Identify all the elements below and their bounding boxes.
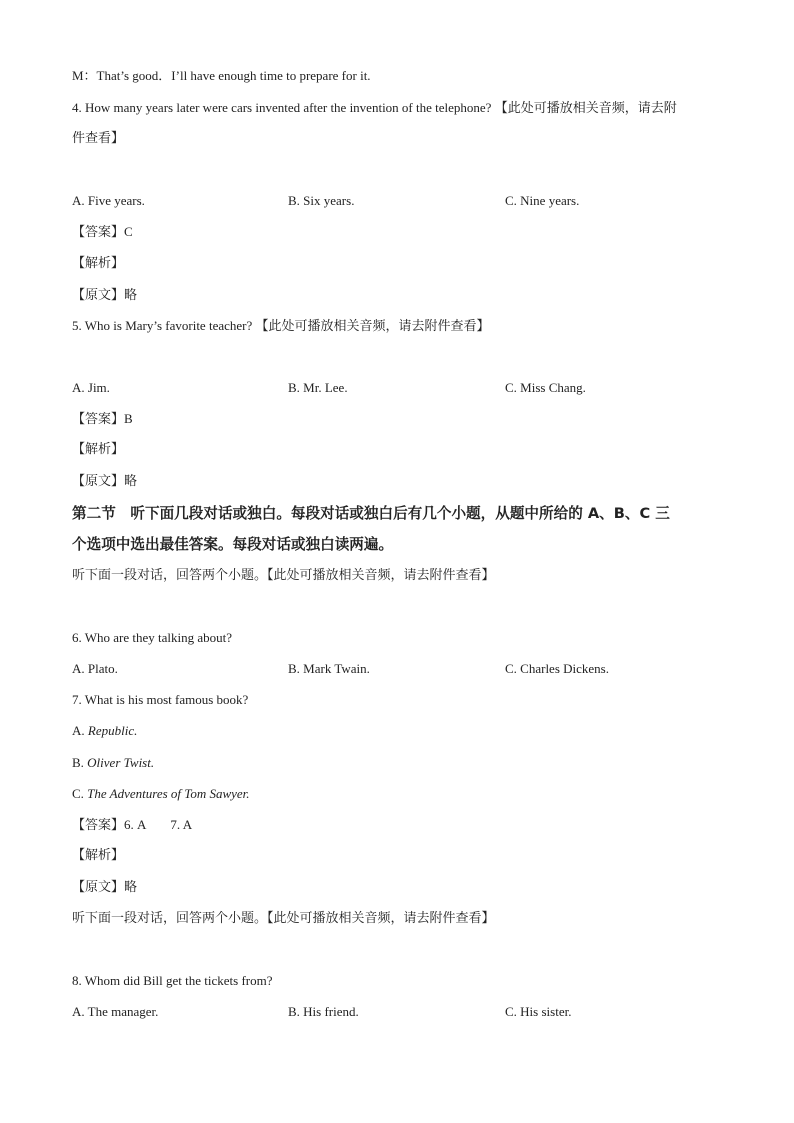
- answer-7: 7. A: [170, 817, 193, 832]
- original-value: 略: [124, 288, 138, 303]
- question-4-text: 4. How many years later were cars invented after the invention of the telephone?: [72, 100, 492, 115]
- question-4: [72, 99, 677, 118]
- option-title: The Adventures of Tom Sawyer.: [87, 786, 250, 801]
- original-value: 略: [124, 474, 138, 489]
- q4-analysis-label: 【解析】: [72, 256, 125, 271]
- audio-note: 【此处可播放相关音频，请去附: [494, 101, 677, 116]
- option-title: Republic.: [87, 723, 138, 738]
- original-value: 略: [124, 880, 138, 895]
- q5-analysis-label: 【解析】: [72, 442, 125, 457]
- option-prefix: A.: [72, 723, 88, 738]
- q4-option-b: B. Six years.: [288, 193, 355, 208]
- q4-option-a: A. Five years.: [72, 193, 145, 208]
- q7-option-b: [72, 754, 154, 772]
- question-6: 6. Who are they talking about?: [72, 630, 233, 645]
- q5-option-c: C. Miss Chang.: [505, 380, 586, 395]
- q5-answer: [72, 410, 133, 429]
- dialogue-line-m: M：That’s good．I’ll have enough time to prepare for it.: [72, 68, 371, 83]
- question-5-text: 5. Who is Mary’s favorite teacher?: [72, 318, 253, 333]
- q5-option-a: A. Jim.: [72, 380, 110, 395]
- q7-option-c: [72, 785, 250, 803]
- question-7: 7. What is his most famous book?: [72, 692, 249, 707]
- q6-7-original: [72, 878, 137, 897]
- q6-7-answer: [72, 816, 192, 835]
- q7-option-a: [72, 722, 137, 740]
- section-2-heading-line2: 个选项中选出最佳答案。每段对话或独白读两遍。: [72, 536, 394, 553]
- audio-note: 【此处可播放相关音频，请去附件查看】: [255, 319, 490, 334]
- answer-value: C: [124, 224, 133, 239]
- q8-option-a: A. The manager.: [72, 1004, 159, 1019]
- q8-option-b: B. His friend.: [288, 1004, 359, 1019]
- original-label: 【原文】: [72, 474, 125, 489]
- section-2-heading-line1: 第二节 听下面几段对话或独白。每段对话或独白后有几个小题，从题中所给的 A、B、C 三: [72, 505, 670, 522]
- answer-label: 【答案】: [72, 818, 125, 833]
- q5-option-b: B. Mr. Lee.: [288, 380, 348, 395]
- option-title: Oliver Twist.: [87, 755, 155, 770]
- q6-7-analysis-label: 【解析】: [72, 848, 125, 863]
- listen-instruction-1: 听下面一段对话，回答两个小题。【此处可播放相关音频，请去附件查看】: [72, 568, 495, 583]
- option-prefix: C.: [72, 786, 88, 801]
- q4-option-c: C. Nine years.: [505, 193, 580, 208]
- q6-option-a: A. Plato.: [72, 661, 118, 676]
- answer-value: B: [124, 411, 133, 426]
- q4-original: [72, 286, 137, 305]
- audio-note-continued: 件查看】: [72, 131, 125, 146]
- q6-option-b: B. Mark Twain.: [288, 661, 370, 676]
- q8-option-c: C. His sister.: [505, 1004, 572, 1019]
- answer-6: 6. A: [124, 817, 147, 832]
- answer-label: 【答案】: [72, 225, 125, 240]
- q5-original: [72, 472, 137, 491]
- original-label: 【原文】: [72, 880, 125, 895]
- original-label: 【原文】: [72, 288, 125, 303]
- option-prefix: B.: [72, 755, 88, 770]
- question-5: [72, 317, 490, 336]
- listen-instruction-2: 听下面一段对话，回答两个小题。【此处可播放相关音频，请去附件查看】: [72, 911, 495, 926]
- q4-answer: [72, 223, 133, 242]
- answer-label: 【答案】: [72, 412, 125, 427]
- question-8: 8. Whom did Bill get the tickets from?: [72, 973, 273, 988]
- q6-option-c: C. Charles Dickens.: [505, 661, 609, 676]
